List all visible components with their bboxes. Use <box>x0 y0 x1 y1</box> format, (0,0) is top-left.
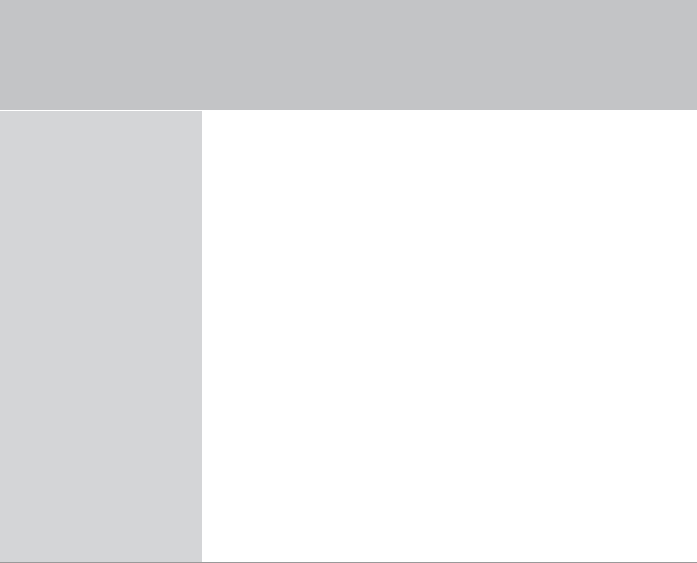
header-divider <box>0 110 697 111</box>
row-label-column <box>0 111 202 562</box>
header-band <box>0 0 697 110</box>
